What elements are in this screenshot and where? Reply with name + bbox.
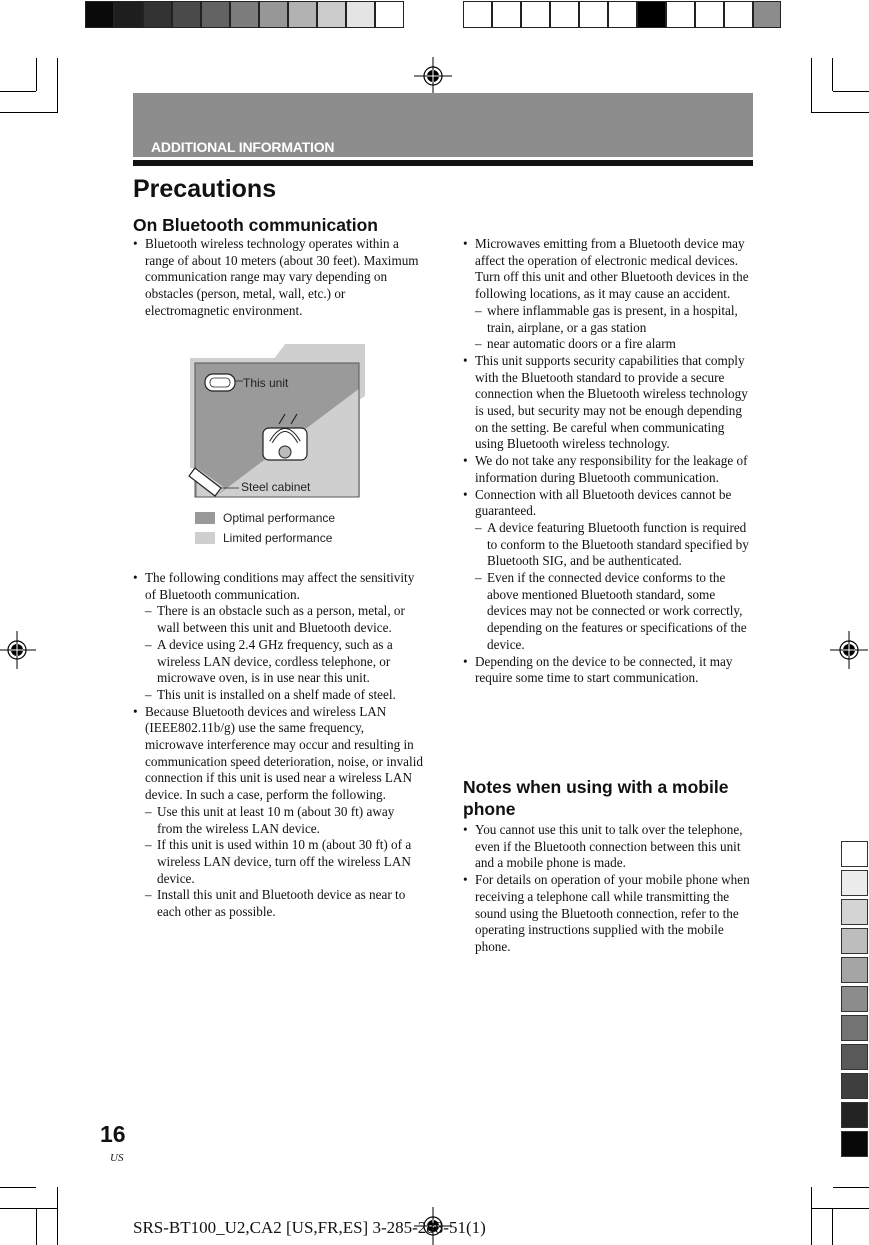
legend-optimal-label: Optimal performance	[223, 511, 336, 525]
speaker-unit-icon	[205, 374, 235, 391]
legend-limited-label: Limited performance	[223, 531, 333, 545]
registration-crosshair-icon	[414, 57, 452, 95]
list-subitem: – where inflammable gas is present, in a hospital, train, airplane, or a gas station	[463, 303, 755, 336]
page-title: Precautions	[133, 175, 277, 203]
registration-crosshair-icon	[830, 631, 868, 669]
list-subitem: – near automatic doors or a fire alarm	[463, 336, 755, 353]
left-body	[133, 570, 423, 921]
registration-crosshair-icon	[0, 631, 36, 669]
list-item: • Depending on the device to be connected, it may require some time to start communication.	[463, 654, 755, 687]
page-language-code: US	[110, 1152, 124, 1164]
print-code: SRS-BT100_U2,CA2 [US,FR,ES] 3-285-288-51(1)	[133, 1218, 486, 1237]
list-subitem: – A device featuring Bluetooth function is required to conform to the Bluetooth standard specified by Bluetooth SIG, and be authenticated.	[463, 520, 755, 570]
list-item: • The following conditions may affect the sensitivity of Bluetooth communication.	[133, 570, 423, 603]
list-item: • Connection with all Bluetooth devices cannot be guaranteed.	[463, 487, 755, 520]
list-subitem: – A device using 2.4 GHz frequency, such as a wireless LAN device, cordless telephone, or microwave oven, is in use near this unit.	[133, 637, 423, 687]
section-divider	[133, 160, 753, 166]
heading-bluetooth-communication: On Bluetooth communication	[133, 215, 378, 235]
legend-optimal-swatch	[195, 512, 215, 524]
list-item: • We do not take any responsibility for the leakage of information during Bluetooth communication.	[463, 453, 755, 486]
left-intro	[133, 236, 423, 320]
heading-mobile-phone: Notes when using with a mobile phone	[463, 777, 729, 819]
list-subitem: – Install this unit and Bluetooth device as near to each other as possible.	[133, 887, 423, 920]
list-subitem: – There is an obstacle such as a person, metal, or wall between this unit and Bluetooth device.	[133, 603, 423, 636]
page-number: 16	[100, 1121, 126, 1147]
section-label: ADDITIONAL INFORMATION	[151, 139, 335, 155]
list-subitem: – Even if the connected device conforms to the above mentioned Bluetooth standard, some devices may not be connected or work correctly, depending on the features or specifications of the device.	[463, 570, 755, 654]
list-item: • You cannot use this unit to talk over the telephone, even if the Bluetooth connection between this unit and a mobile phone is made.	[463, 822, 755, 872]
list-item: • Bluetooth wireless technology operates within a range of about 10 meters (about 30 feet). Maximum communication range may vary depending on obstacles (person, metal, wall, etc.) or electromagnetic environment.	[133, 236, 423, 320]
communication-range-diagram	[185, 340, 375, 560]
list-item: • Because Bluetooth devices and wireless LAN (IEEE802.11b/g) use the same frequency, microwave interference may occur and resulting in communication speed deterioration, noise, or invalid connection if this unit is used near a wireless LAN device. In such a case, perform the following.	[133, 704, 423, 804]
right-body	[463, 236, 755, 687]
list-item: • Microwaves emitting from a Bluetooth device may affect the operation of electronic medical devices. Turn off this unit and other Bluetooth devices in the following locations, as it may cause an accident.	[463, 236, 755, 303]
list-item: • For details on operation of your mobile phone when receiving a telephone call while transmitting the sound using the Bluetooth connection, refer to the operating instructions supplied with the mobile phone.	[463, 872, 755, 956]
legend-limited-swatch	[195, 532, 215, 544]
list-subitem: – Use this unit at least 10 m (about 30 ft) away from the wireless LAN device.	[133, 804, 423, 837]
figure-label-this-unit: This unit	[243, 376, 289, 390]
list-item: • This unit supports security capabilities that comply with the Bluetooth standard to provide a secure connection when the Bluetooth wireless technology is used, but security may not be enough depending on the setting. Be careful when communicating using Bluetooth wireless technology.	[463, 353, 755, 453]
right-notes	[463, 822, 755, 956]
list-subitem: – This unit is installed on a shelf made of steel.	[133, 687, 423, 704]
list-subitem: – If this unit is used within 10 m (about 30 ft) of a wireless LAN device, turn off the wireless LAN device.	[133, 837, 423, 887]
figure-label-steel-cabinet: Steel cabinet	[241, 480, 311, 494]
